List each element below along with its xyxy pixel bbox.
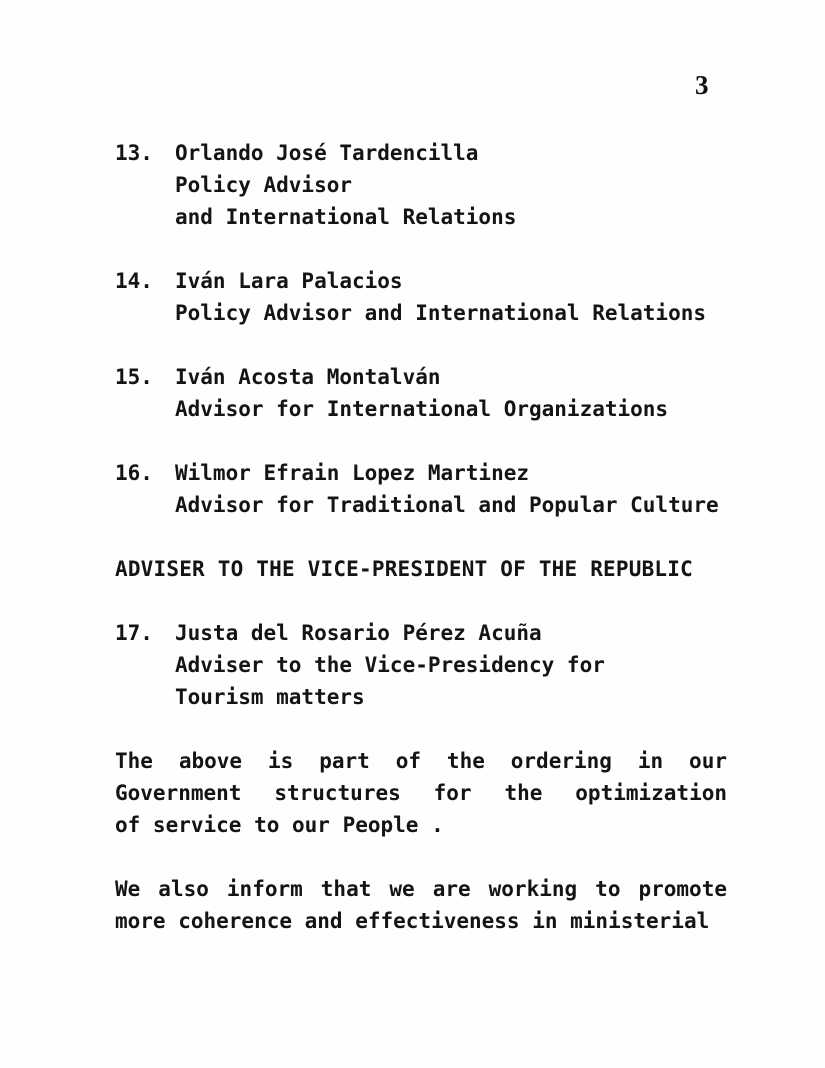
page-number: 3 [695,70,709,100]
advisor-name: Wilmor Efrain Lopez Martinez [175,461,530,485]
list-item-17 [115,617,727,713]
list-item-text [175,265,727,329]
list-item-14 [115,265,727,329]
list-item-13 [115,137,727,233]
paragraph-closing-2 [115,873,727,937]
paragraph-line: more coherence and effectiveness in ministerial [115,909,710,933]
advisor-name: Iván Acosta Montalván [175,365,441,389]
advisor-title-line: Tourism matters [175,685,365,709]
list-item-16 [115,457,727,521]
list-item-number: 13. [115,141,153,165]
list-item-number: 14. [115,269,153,293]
page-content [115,137,727,969]
list-item-text [175,361,727,425]
list-item-text [175,137,727,233]
list-item-number: 17. [115,621,153,645]
advisor-title-line: and International Relations [175,205,517,229]
advisor-title-line: Advisor for International Organizations [175,397,669,421]
advisor-title-line: Advisor for Traditional and Popular Culture [175,493,719,517]
paragraph-line: of service to our People . [115,813,444,837]
list-item-text [175,617,727,713]
advisor-title-line: Adviser to the Vice-Presidency for [175,653,605,677]
advisor-title-line: Policy Advisor and International Relations [175,301,707,325]
list-item-number: 16. [115,461,153,485]
paragraph-closing-1 [115,745,727,841]
paragraph-line: Government structures for the optimization [115,781,727,805]
advisor-title-line: Policy Advisor [175,173,353,197]
paragraph-line: The above is part of the ordering in our [115,749,727,773]
list-item-text [175,457,727,521]
section-heading: ADVISER TO THE VICE-PRESIDENT OF THE REPUBLIC [115,557,693,581]
advisor-name: Iván Lara Palacios [175,269,403,293]
advisor-name: Justa del Rosario Pérez Acuña [175,621,542,645]
list-item-15 [115,361,727,425]
advisor-name: Orlando José Tardencilla [175,141,479,165]
list-item-number: 15. [115,365,153,389]
paragraph-line: We also inform that we are working to promote [115,877,727,901]
